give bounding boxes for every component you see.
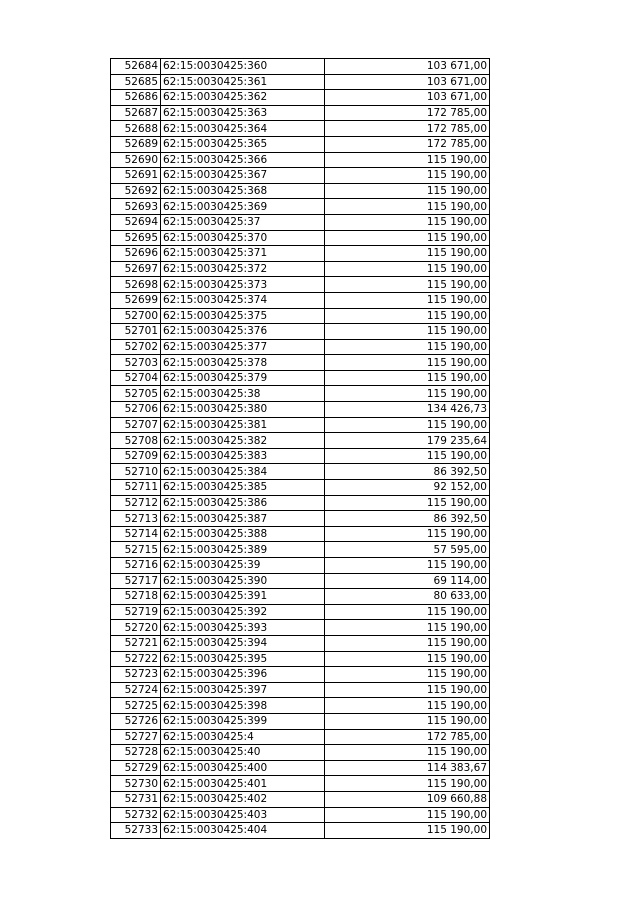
row-number-cell: 52702: [111, 339, 161, 355]
row-number-cell: 52710: [111, 464, 161, 480]
cadastral-number-cell: 62:15:0030425:398: [161, 698, 325, 714]
table-row: [111, 776, 490, 792]
value-cell: 115 190,00: [325, 604, 490, 620]
value-cell: 115 190,00: [325, 152, 490, 168]
value-cell: 115 190,00: [325, 370, 490, 386]
table-row: [111, 620, 490, 636]
table-row: [111, 183, 490, 199]
table-row: [111, 74, 490, 90]
value-cell: 115 190,00: [325, 745, 490, 761]
row-number-cell: 52727: [111, 729, 161, 745]
row-number-cell: 52688: [111, 121, 161, 137]
table-row: [111, 386, 490, 402]
table-row: [111, 370, 490, 386]
row-number-cell: 52699: [111, 292, 161, 308]
table-row: [111, 324, 490, 340]
cadastral-number-cell: 62:15:0030425:361: [161, 74, 325, 90]
value-cell: 115 190,00: [325, 246, 490, 262]
cadastral-number-cell: 62:15:0030425:375: [161, 308, 325, 324]
row-number-cell: 52732: [111, 807, 161, 823]
value-cell: 115 190,00: [325, 308, 490, 324]
cadastral-number-cell: 62:15:0030425:377: [161, 339, 325, 355]
cadastral-number-cell: 62:15:0030425:403: [161, 807, 325, 823]
value-cell: 115 190,00: [325, 386, 490, 402]
row-number-cell: 52715: [111, 542, 161, 558]
table-row: [111, 90, 490, 106]
table-row: [111, 355, 490, 371]
cadastral-number-cell: 62:15:0030425:388: [161, 526, 325, 542]
value-cell: 115 190,00: [325, 526, 490, 542]
value-cell: 115 190,00: [325, 214, 490, 230]
cadastral-number-cell: 62:15:0030425:39: [161, 558, 325, 574]
table-row: [111, 199, 490, 215]
value-cell: 115 190,00: [325, 495, 490, 511]
table-row: [111, 495, 490, 511]
cadastral-number-cell: 62:15:0030425:387: [161, 511, 325, 527]
row-number-cell: 52692: [111, 183, 161, 199]
row-number-cell: 52691: [111, 168, 161, 184]
row-number-cell: 52696: [111, 246, 161, 262]
table-row: [111, 791, 490, 807]
table-row: [111, 589, 490, 605]
cadastral-number-cell: 62:15:0030425:381: [161, 417, 325, 433]
value-cell: 57 595,00: [325, 542, 490, 558]
cadastral-number-cell: 62:15:0030425:369: [161, 199, 325, 215]
table-row: [111, 729, 490, 745]
value-cell: 115 190,00: [325, 199, 490, 215]
row-number-cell: 52684: [111, 59, 161, 75]
value-cell: 80 633,00: [325, 589, 490, 605]
cadastral-number-cell: 62:15:0030425:364: [161, 121, 325, 137]
value-cell: 115 190,00: [325, 277, 490, 293]
cadastral-number-cell: 62:15:0030425:389: [161, 542, 325, 558]
value-cell: 115 190,00: [325, 261, 490, 277]
row-number-cell: 52690: [111, 152, 161, 168]
cadastral-number-cell: 62:15:0030425:402: [161, 791, 325, 807]
cadastral-number-cell: 62:15:0030425:372: [161, 261, 325, 277]
table-row: [111, 168, 490, 184]
row-number-cell: 52719: [111, 604, 161, 620]
cadastral-number-cell: 62:15:0030425:371: [161, 246, 325, 262]
table-row: [111, 277, 490, 293]
table-row: [111, 261, 490, 277]
value-cell: 115 190,00: [325, 230, 490, 246]
row-number-cell: 52714: [111, 526, 161, 542]
value-cell: 115 190,00: [325, 183, 490, 199]
table-row: [111, 308, 490, 324]
table-row: [111, 682, 490, 698]
row-number-cell: 52709: [111, 448, 161, 464]
table-row: [111, 121, 490, 137]
cadastral-number-cell: 62:15:0030425:378: [161, 355, 325, 371]
row-number-cell: 52700: [111, 308, 161, 324]
cadastral-number-cell: 62:15:0030425:376: [161, 324, 325, 340]
table-row: [111, 480, 490, 496]
value-cell: 115 190,00: [325, 635, 490, 651]
table-row: [111, 526, 490, 542]
cadastral-number-cell: 62:15:0030425:404: [161, 823, 325, 839]
cadastral-number-cell: 62:15:0030425:367: [161, 168, 325, 184]
value-cell: 92 152,00: [325, 480, 490, 496]
table-row: [111, 402, 490, 418]
row-number-cell: 52720: [111, 620, 161, 636]
table-row: [111, 136, 490, 152]
cadastral-number-cell: 62:15:0030425:365: [161, 136, 325, 152]
cadastral-number-cell: 62:15:0030425:393: [161, 620, 325, 636]
table-row: [111, 667, 490, 683]
table-row: [111, 807, 490, 823]
row-number-cell: 52704: [111, 370, 161, 386]
cadastral-number-cell: 62:15:0030425:366: [161, 152, 325, 168]
value-cell: 172 785,00: [325, 121, 490, 137]
cadastral-number-cell: 62:15:0030425:379: [161, 370, 325, 386]
cadastral-number-cell: 62:15:0030425:386: [161, 495, 325, 511]
cadastral-number-cell: 62:15:0030425:40: [161, 745, 325, 761]
table-row: [111, 230, 490, 246]
cadastral-number-cell: 62:15:0030425:395: [161, 651, 325, 667]
row-number-cell: 52718: [111, 589, 161, 605]
table-row: [111, 464, 490, 480]
cadastral-number-cell: 62:15:0030425:382: [161, 433, 325, 449]
table-row: [111, 573, 490, 589]
value-cell: 103 671,00: [325, 90, 490, 106]
table-row: [111, 292, 490, 308]
cadastral-number-cell: 62:15:0030425:384: [161, 464, 325, 480]
table-row: [111, 698, 490, 714]
data-table: [110, 58, 490, 839]
cadastral-number-cell: 62:15:0030425:4: [161, 729, 325, 745]
value-cell: 172 785,00: [325, 105, 490, 121]
value-cell: 172 785,00: [325, 136, 490, 152]
cadastral-number-cell: 62:15:0030425:360: [161, 59, 325, 75]
cadastral-number-cell: 62:15:0030425:362: [161, 90, 325, 106]
row-number-cell: 52697: [111, 261, 161, 277]
row-number-cell: 52733: [111, 823, 161, 839]
cadastral-number-cell: 62:15:0030425:380: [161, 402, 325, 418]
value-cell: 115 190,00: [325, 339, 490, 355]
value-cell: 115 190,00: [325, 417, 490, 433]
value-cell: 115 190,00: [325, 776, 490, 792]
cadastral-number-cell: 62:15:0030425:363: [161, 105, 325, 121]
value-cell: 115 190,00: [325, 807, 490, 823]
value-cell: 115 190,00: [325, 823, 490, 839]
cadastral-number-cell: 62:15:0030425:397: [161, 682, 325, 698]
row-number-cell: 52685: [111, 74, 161, 90]
row-number-cell: 52687: [111, 105, 161, 121]
value-cell: 115 190,00: [325, 667, 490, 683]
value-cell: 115 190,00: [325, 682, 490, 698]
value-cell: 179 235,64: [325, 433, 490, 449]
cadastral-number-cell: 62:15:0030425:374: [161, 292, 325, 308]
table-row: [111, 105, 490, 121]
row-number-cell: 52717: [111, 573, 161, 589]
row-number-cell: 52712: [111, 495, 161, 511]
row-number-cell: 52724: [111, 682, 161, 698]
row-number-cell: 52703: [111, 355, 161, 371]
value-cell: 109 660,88: [325, 791, 490, 807]
value-cell: 115 190,00: [325, 698, 490, 714]
row-number-cell: 52723: [111, 667, 161, 683]
row-number-cell: 52729: [111, 760, 161, 776]
cadastral-number-cell: 62:15:0030425:38: [161, 386, 325, 402]
value-cell: 115 190,00: [325, 558, 490, 574]
value-cell: 115 190,00: [325, 713, 490, 729]
value-cell: 115 190,00: [325, 324, 490, 340]
table-row: [111, 651, 490, 667]
table-row: [111, 745, 490, 761]
cadastral-number-cell: 62:15:0030425:368: [161, 183, 325, 199]
table-row: [111, 558, 490, 574]
value-cell: 115 190,00: [325, 651, 490, 667]
table-row: [111, 433, 490, 449]
row-number-cell: 52725: [111, 698, 161, 714]
cadastral-number-cell: 62:15:0030425:37: [161, 214, 325, 230]
cadastral-number-cell: 62:15:0030425:399: [161, 713, 325, 729]
table-row: [111, 448, 490, 464]
row-number-cell: 52701: [111, 324, 161, 340]
row-number-cell: 52689: [111, 136, 161, 152]
value-cell: 134 426,73: [325, 402, 490, 418]
cadastral-number-cell: 62:15:0030425:400: [161, 760, 325, 776]
row-number-cell: 52708: [111, 433, 161, 449]
row-number-cell: 52686: [111, 90, 161, 106]
table-row: [111, 713, 490, 729]
row-number-cell: 52713: [111, 511, 161, 527]
cadastral-number-cell: 62:15:0030425:392: [161, 604, 325, 620]
row-number-cell: 52721: [111, 635, 161, 651]
value-cell: 103 671,00: [325, 74, 490, 90]
value-cell: 115 190,00: [325, 168, 490, 184]
value-cell: 115 190,00: [325, 620, 490, 636]
value-cell: 69 114,00: [325, 573, 490, 589]
table-row: [111, 635, 490, 651]
row-number-cell: 52693: [111, 199, 161, 215]
table-row: [111, 339, 490, 355]
table-row: [111, 604, 490, 620]
table-row: [111, 760, 490, 776]
table-body: [111, 59, 490, 839]
cadastral-number-cell: 62:15:0030425:396: [161, 667, 325, 683]
table-row: [111, 59, 490, 75]
row-number-cell: 52726: [111, 713, 161, 729]
row-number-cell: 52694: [111, 214, 161, 230]
row-number-cell: 52707: [111, 417, 161, 433]
value-cell: 86 392,50: [325, 464, 490, 480]
table-row: [111, 246, 490, 262]
table-row: [111, 542, 490, 558]
table-row: [111, 417, 490, 433]
row-number-cell: 52711: [111, 480, 161, 496]
table-row: [111, 152, 490, 168]
cadastral-number-cell: 62:15:0030425:373: [161, 277, 325, 293]
row-number-cell: 52728: [111, 745, 161, 761]
value-cell: 172 785,00: [325, 729, 490, 745]
value-cell: 115 190,00: [325, 355, 490, 371]
cadastral-number-cell: 62:15:0030425:383: [161, 448, 325, 464]
cadastral-number-cell: 62:15:0030425:391: [161, 589, 325, 605]
cadastral-number-cell: 62:15:0030425:385: [161, 480, 325, 496]
row-number-cell: 52706: [111, 402, 161, 418]
value-cell: 86 392,50: [325, 511, 490, 527]
row-number-cell: 52695: [111, 230, 161, 246]
value-cell: 115 190,00: [325, 292, 490, 308]
value-cell: 114 383,67: [325, 760, 490, 776]
cadastral-number-cell: 62:15:0030425:394: [161, 635, 325, 651]
cadastral-number-cell: 62:15:0030425:390: [161, 573, 325, 589]
row-number-cell: 52716: [111, 558, 161, 574]
row-number-cell: 52730: [111, 776, 161, 792]
cadastral-number-cell: 62:15:0030425:370: [161, 230, 325, 246]
cadastral-number-cell: 62:15:0030425:401: [161, 776, 325, 792]
value-cell: 115 190,00: [325, 448, 490, 464]
value-cell: 103 671,00: [325, 59, 490, 75]
table-row: [111, 214, 490, 230]
table-row: [111, 823, 490, 839]
row-number-cell: 52705: [111, 386, 161, 402]
row-number-cell: 52698: [111, 277, 161, 293]
table-row: [111, 511, 490, 527]
row-number-cell: 52722: [111, 651, 161, 667]
row-number-cell: 52731: [111, 791, 161, 807]
